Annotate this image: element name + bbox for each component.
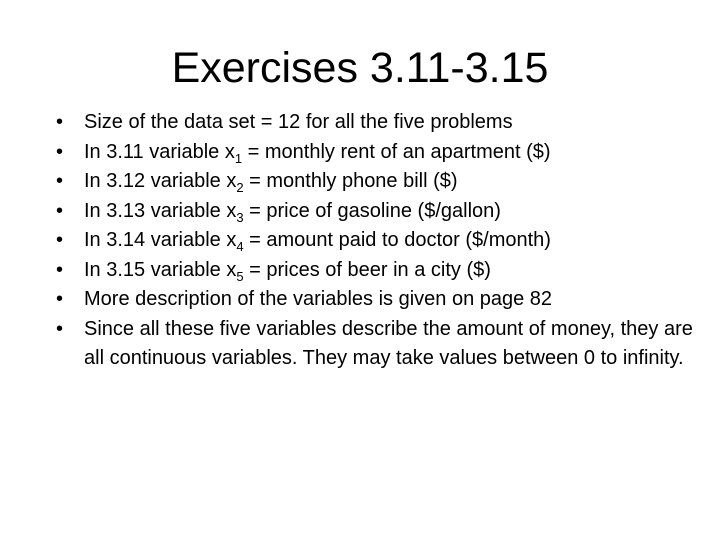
bullet-item [56, 138, 706, 168]
bullet-text: = monthly phone bill ($) [243, 170, 458, 192]
bullet-text: = prices of beer in a city ($) [243, 258, 491, 281]
bullet-item [56, 285, 706, 315]
bullet-marker-icon: • [56, 288, 64, 310]
bullet-text: = amount paid to doctor ($/month) [243, 229, 551, 251]
bullet-marker-icon: • [56, 229, 64, 251]
variable-subscript: 4 [236, 239, 244, 254]
bullet-text: In 3.11 variable x [84, 140, 235, 163]
bullet-item [56, 167, 706, 197]
bullet-marker-icon: • [56, 170, 64, 192]
variable-subscript: 3 [236, 209, 244, 225]
bullet-list [56, 108, 706, 374]
bullet-marker-icon: • [56, 199, 64, 222]
bullet-item [56, 315, 706, 374]
variable-subscript: 1 [234, 150, 243, 166]
bullet-marker-icon: • [56, 317, 64, 340]
bullet-marker-icon: • [56, 258, 64, 281]
bullet-text: = monthly rent of an apartment ($) [242, 140, 551, 163]
bullet-marker-icon: • [56, 140, 64, 163]
slide-title: Exercises 3.11-3.15 [171, 44, 549, 92]
bullet-item [56, 108, 706, 138]
bullet-item [56, 226, 706, 256]
bullet-text: More description of the variables is given on page 82 [84, 288, 553, 310]
bullet-text: In 3.15 variable x [84, 258, 237, 281]
bullet-text: In 3.14 variable x [84, 229, 237, 251]
bullet-text: Since all these five variables describe the amount of money, they are all continuous variables. They may take values between 0 to infinity. [84, 317, 693, 369]
variable-subscript: 2 [236, 180, 244, 195]
bullet-item [56, 256, 706, 286]
variable-subscript: 5 [236, 268, 244, 284]
bullet-text: = price of gasoline ($/gallon) [243, 199, 501, 222]
bullet-text: In 3.12 variable x [84, 170, 237, 192]
bullet-item [56, 197, 706, 227]
bullet-marker-icon: • [56, 111, 64, 133]
bullet-text: Size of the data set = 12 for all the five problems [84, 111, 513, 133]
bullet-text: In 3.13 variable x [84, 199, 237, 222]
